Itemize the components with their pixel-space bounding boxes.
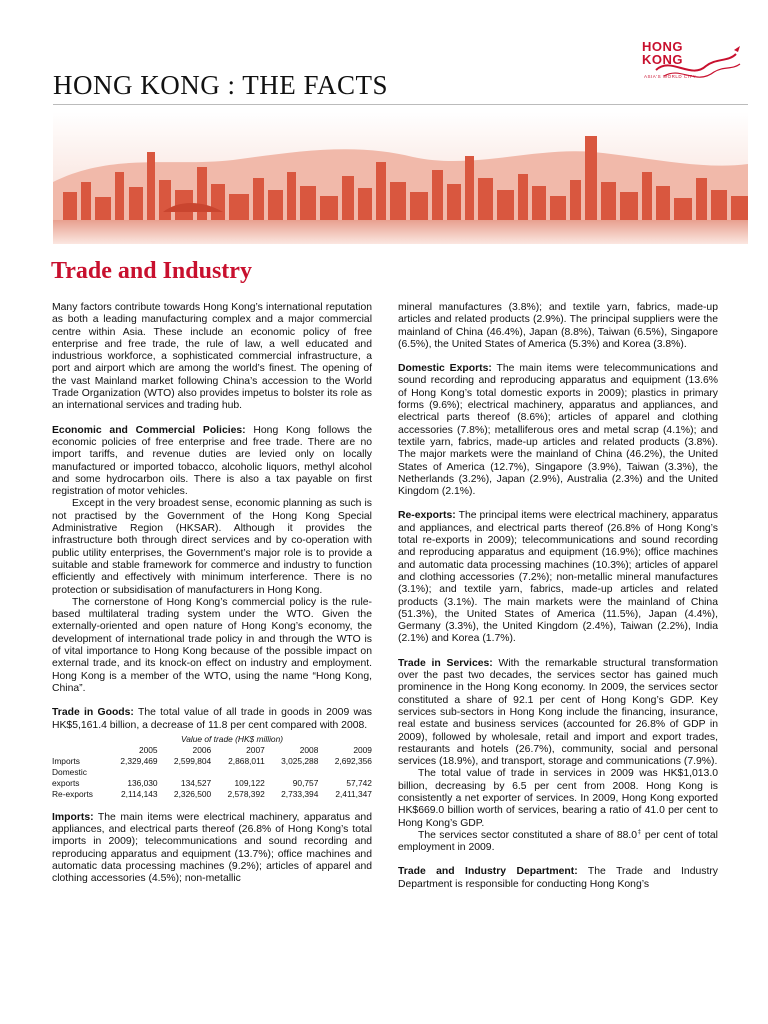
table-cell: 136,030 bbox=[127, 777, 158, 788]
row-label: Domestic bbox=[52, 766, 87, 777]
year-header: 2008 bbox=[299, 744, 319, 755]
table-row bbox=[52, 756, 372, 767]
trade-in-goods-heading: Trade in Goods: bbox=[52, 707, 134, 719]
row-label: exports bbox=[52, 777, 80, 788]
year-header: 2007 bbox=[246, 744, 265, 755]
document-title: HONG KONG : THE FACTS bbox=[53, 70, 389, 100]
trade-in-services-paragraph-3: The services sector constituted a share of 88.0‡ per cent of total employment in 2009. bbox=[398, 829, 718, 854]
policies-text: Hong Kong follows the economic policies of free enterprise and free trade. There are no import tariffs, and revenue duties are levied only on locally manufactured or imported tobacco, alcoholic liquors, methyl alcohol and some hydrocarbon oils. There is also a tax payable on first registration of motor vehicles. bbox=[52, 424, 372, 498]
imports-text: The main items were electrical machinery, apparatus and appliances, and electrical parts thereof (26.8% of Hong Kong’s total imports in 2009); telecommunications and sound recording and reproducing apparatus and equipment (13.7%); office machines and automatic data processing machines (9.2%); articles of apparel and clothing accessories (4.5%); non-metallic bbox=[52, 811, 372, 885]
trade-value-table bbox=[52, 734, 372, 800]
imports-heading: Imports: bbox=[52, 811, 94, 823]
trade-in-services-paragraph bbox=[398, 658, 718, 769]
table-cell: 2,114,143 bbox=[120, 788, 158, 799]
tid-paragraph bbox=[398, 866, 718, 891]
policies-paragraph-2: Except in the very broadest sense, economic planning as such is not practised by the Government of the Hong Kong Special Administrative Region (HKSAR). Although it provides the infrastructure both through direct services and by co-operation with public utility enterprises, the Government’s major role is to provide a suitable and stable framework for commerce and industry to function efficiently and effectively with minimum interference. There is no protection or subsidisation of manufacturers in Hong Kong. bbox=[52, 498, 372, 596]
table-cell: 109,122 bbox=[234, 777, 265, 788]
table-row bbox=[52, 767, 372, 778]
trade-in-goods-paragraph bbox=[52, 707, 372, 732]
domestic-exports-heading: Domestic Exports: bbox=[398, 363, 492, 375]
right-column bbox=[398, 302, 718, 903]
year-header: 2006 bbox=[192, 744, 212, 755]
table-row bbox=[52, 789, 372, 800]
trade-in-services-text: With the remarkable structural transformation over the past two decades, the services sector has gained much prominence in the Hong Kong economy. In 2009, the services sector constituted a share of 92.1 per cent of Hong Kong’s GDP. Key services sub-sectors in Hong Kong include the financing, insurance, real estate and business services (accounted for 26.8% of GDP in 2009), followed by wholesale, retail and import and export trades, restaurants and hotels (26.7%), community, social and personal services (18.9%), and transport, storage and communications (7.9%). bbox=[398, 657, 718, 768]
policies-heading: Economic and Commercial Policies: bbox=[52, 424, 246, 436]
trade-in-goods-text: The total value of all trade in goods in 2009 was HK$5,161.4 billion, a decrease of 11.8 per cent compared with 2008. bbox=[52, 707, 373, 731]
table-cell: 2,578,392 bbox=[227, 788, 265, 799]
hong-kong-brand-logo bbox=[636, 36, 748, 96]
header-divider bbox=[53, 104, 748, 105]
re-exports-text: The principal items were electrical machinery, apparatus and appliances, and electrical parts thereof (26.8% of Hong Kong’s total re-exports in 2009); telecommunications and sound recording and reproducing apparatus and equipment (16.9%); office machines and automatic data processing machines (10.3%); articles of apparel and clothing accessories (7.2%); non-metallic mineral manufactures (3.1%); and textile yarn, fabrics, made-up articles and related products (3.1%). The main markets were the mainland of China (51.3%), the United States of America (11.5%), Japan (4.4%), Germany (3.3%), the United Kingdom (2.4%), Taiwan (2.2%), India (2.1%) and Korea (1.7%). bbox=[398, 510, 718, 645]
table-cell: 57,742 bbox=[346, 777, 372, 788]
table-cell: 2,326,500 bbox=[173, 788, 212, 799]
re-exports-paragraph bbox=[398, 510, 718, 645]
year-header: 2009 bbox=[353, 744, 372, 755]
table-cell: 2,733,394 bbox=[281, 788, 319, 799]
trade-in-services-paragraph-2: The total value of trade in services in 2009 was HK$1,013.0 billion, decreasing by 6.5 per cent from 2008. Hong Kong is consistently a net exporter of services. In 2009, Hong Kong exported HK$669.0 billion worth of services, bearing a ratio of 41.0 per cent to Hong Kong’s GDP. bbox=[398, 768, 718, 829]
footnote-marker: ‡ bbox=[637, 829, 642, 836]
domestic-exports-paragraph bbox=[398, 363, 718, 498]
section-title: Trade and Industry bbox=[51, 258, 252, 284]
logo-line1: HONG bbox=[642, 39, 683, 54]
table-header-row bbox=[52, 745, 372, 756]
domestic-exports-text: The main items were telecommunications and sound recording and reproducing apparatus and equipment (13.6% of Hong Kong’s total domestic exports in 2009); plastics in primary forms (9.6%); electrical machinery, apparatus and appliances, and electrical parts thereof (8.6%); articles of apparel and clothing accessories (7.8%); metalliferous ores and metal scrap (4.1%); and textile yarn, fabrics, made-up articles and related products (3.8%). The major markets were the mainland of China (46.2%), the United States of America (12.7%), Singapore (3.9%), Taiwan (3.3%), the Netherlands (3.2%), Japan (2.9%), Australia (2.3%) and the United Kingdom (2.1%). bbox=[398, 363, 718, 498]
re-exports-heading: Re-exports: bbox=[398, 510, 456, 522]
row-label: Re-exports bbox=[52, 788, 93, 799]
imports-continued-paragraph: mineral manufactures (3.8%); and textile yarn, fabrics, made-up articles and related products (2.9%). The principal suppliers were the mainland of China (46.4%), Japan (8.8%), Taiwan (6.5%), Singapore (6.5%), the United States of America (5.3%) and Korea (3.8%). bbox=[398, 302, 718, 350]
tid-text: The Trade and Industry Department is responsible for conducting Hong Kong’s bbox=[398, 866, 718, 890]
intro-paragraph: Many factors contribute towards Hong Kong’s international reputation as both a leading manufacturing complex and a major commercial centre within Asia. These include an economic policy of free enterprise and free trade, the rule of law, a well educated and industrious workforce, a sophisticated commercial infrastructure, a port and airport which are among the world’s finest. The opening of the vast Mainland market following China’s accession to the World Trade Organization (WTO) also provides impetus to bolster its role as an international services and trading hub. bbox=[52, 302, 372, 412]
logo-tagline: ASIA'S WORLD CITY bbox=[644, 74, 697, 79]
table-cell: 2,868,011 bbox=[228, 755, 265, 766]
policies-paragraph-3: The cornerstone of Hong Kong’s commercial policy is the rule-based multilateral trading system under the WTO. Given the externally-oriented and open nature of Hong Kong’s economy, the development of international trade policy in and through the WTO is of vital importance to Hong Kong because of the possible impact on external trade, and its knock-on effect on industry and employment. Hong Kong is a member of the WTO, using the name “Hong Kong, China”. bbox=[52, 596, 372, 694]
row-label: Imports bbox=[52, 755, 80, 766]
table-cell: 3,025,288 bbox=[281, 755, 319, 766]
table-cell: 90,757 bbox=[292, 777, 319, 788]
year-header: 2005 bbox=[138, 744, 158, 755]
table-cell: 2,329,469 bbox=[120, 755, 158, 766]
table-cell: 2,692,356 bbox=[334, 755, 372, 766]
table-cell: 2,599,804 bbox=[173, 755, 212, 766]
table-caption: Value of trade (HK$ million) bbox=[180, 733, 284, 744]
tid-heading: Trade and Industry Department: bbox=[398, 866, 578, 878]
hong-kong-skyline-image bbox=[53, 112, 748, 244]
table-cell: 2,411,347 bbox=[335, 788, 372, 799]
left-column bbox=[52, 302, 372, 898]
table-row bbox=[52, 778, 372, 789]
logo-line2: KONG bbox=[642, 52, 683, 67]
imports-paragraph bbox=[52, 812, 372, 886]
trade-in-services-heading: Trade in Services: bbox=[398, 657, 493, 669]
policies-paragraph bbox=[52, 425, 372, 499]
table-cell: 134,527 bbox=[180, 777, 212, 788]
